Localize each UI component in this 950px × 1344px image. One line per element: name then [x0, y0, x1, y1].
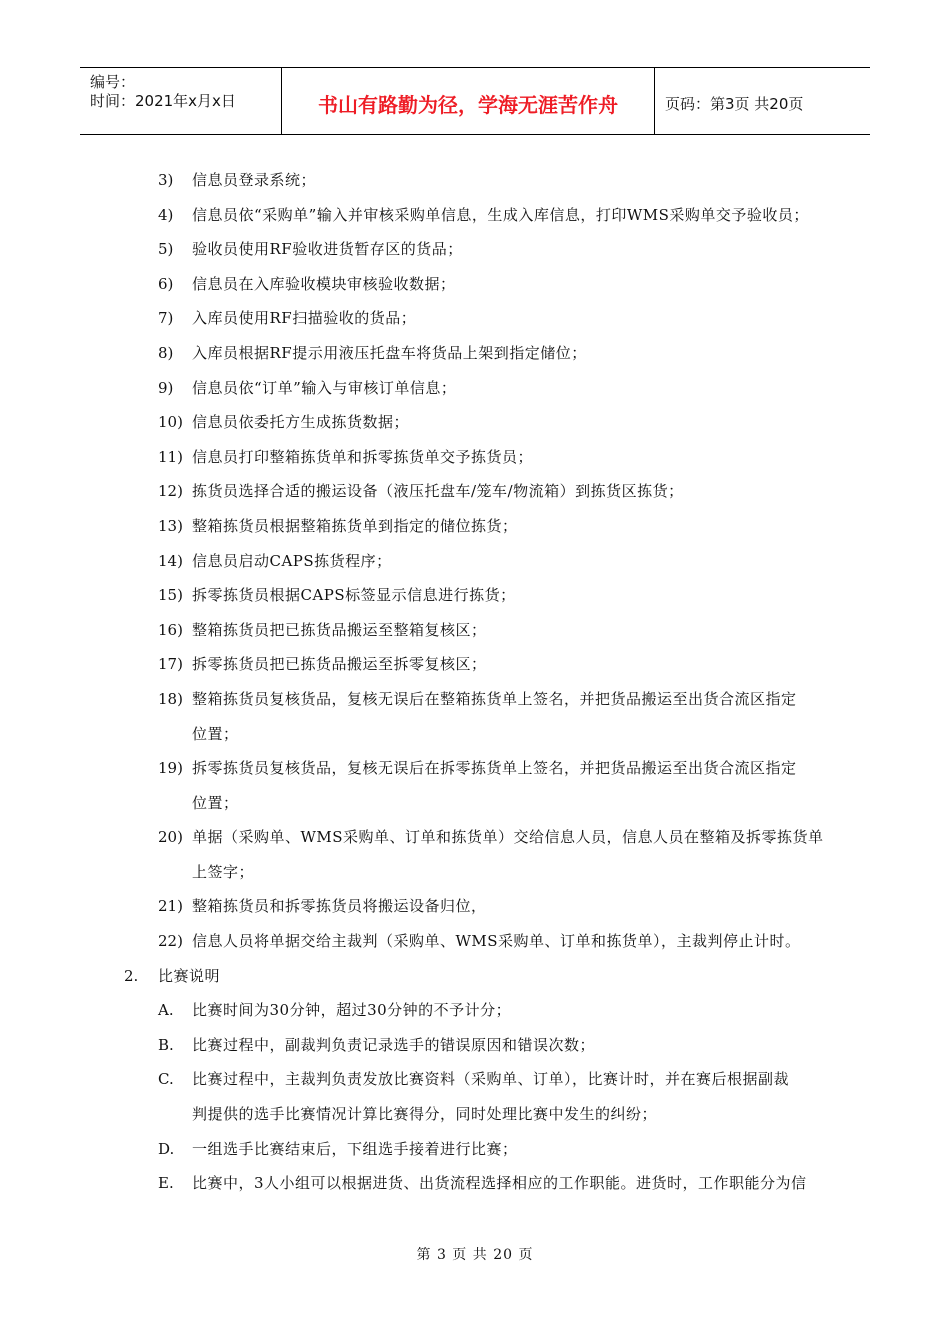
step-item	[0, 889, 950, 924]
step-item-number: 9)	[158, 378, 174, 397]
step-item-number: 8)	[158, 343, 174, 362]
step-item	[0, 544, 950, 579]
step-item	[0, 613, 950, 648]
step-item-text-continued: 位置；	[192, 793, 239, 812]
step-item-text: 拆零拣货员复核货品，复核无误后在拆零拣货单上签名，并把货品搬运至出货合流区指定	[192, 759, 797, 778]
step-item-number: 21)	[158, 897, 183, 916]
rule-item-text: 比赛过程中，主裁判负责发放比赛资料（采购单、订单），比赛计时，并在赛后根据副裁	[192, 1070, 790, 1089]
rule-item-text-continued: 判提供的选手比赛情况计算比赛得分，同时处理比赛中发生的纠纷；	[192, 1105, 658, 1124]
rule-item-text: 比赛中，3人小组可以根据进货、出货流程选择相应的工作职能。进货时，工作职能分为信	[192, 1174, 807, 1193]
step-item-number: 13)	[158, 516, 183, 535]
step-item-number: 7)	[158, 309, 174, 328]
step-item-number: 22)	[158, 932, 183, 951]
section-title: 比赛说明	[158, 966, 221, 985]
step-item-number: 17)	[158, 655, 183, 674]
step-item	[0, 820, 950, 855]
step-item	[0, 578, 950, 613]
step-item-number: 18)	[158, 689, 183, 708]
step-item-text: 拣货员选择合适的搬运设备（液压托盘车/笼车/物流箱）到拣货区拣货；	[192, 482, 684, 501]
header-slogan: 书山有路勤为径，学海无涯苦作舟	[282, 68, 655, 134]
step-item-text: 信息员登录系统；	[192, 171, 317, 189]
step-item-text: 整箱拣货员把已拣货品搬运至整箱复核区；	[192, 620, 487, 639]
rule-item-text: 比赛时间为30分钟，超过30分钟的不予计分；	[192, 1001, 512, 1020]
step-item	[0, 924, 950, 959]
step-item	[0, 405, 950, 440]
step-item-text-continued: 上签字；	[192, 862, 255, 881]
step-item-number: 5)	[158, 240, 174, 259]
number-label: 编号：	[90, 73, 136, 91]
rule-item-continuation	[0, 1097, 950, 1132]
step-item-text: 单据（采购单、WMS采购单、订单和拣货单）交给信息人员，信息人员在整箱及拆零拣货单	[192, 828, 824, 847]
step-item	[0, 682, 950, 717]
step-item	[0, 267, 950, 302]
section-heading	[0, 959, 950, 994]
step-item-text: 信息员打印整箱拣货单和拆零拣货单交予拣货员；	[192, 447, 534, 466]
step-item-text: 拆零拣货员把已拣货品搬运至拆零复核区；	[192, 655, 487, 674]
step-item-number: 20)	[158, 828, 183, 847]
step-item-text: 信息员在入库验收模块审核验收数据；	[192, 274, 456, 293]
step-item-text: 信息人员将单据交给主裁判（采购单、WMS采购单、订单和拣货单），主裁判停止计时。	[192, 932, 801, 951]
step-item-number: 3)	[158, 171, 174, 189]
header-page-number: 页码：第3页 共20页	[665, 94, 804, 113]
step-item-number: 15)	[158, 586, 183, 605]
step-item-number: 4)	[158, 205, 174, 224]
rule-item	[0, 993, 950, 1028]
step-item-text: 整箱拣货员和拆零拣货员将搬运设备归位，	[192, 897, 487, 916]
step-item-text: 入库员根据RF提示用液压托盘车将货品上架到指定储位；	[192, 343, 587, 362]
rule-item-number: B.	[158, 1035, 174, 1054]
step-item	[0, 163, 950, 198]
document-body	[0, 163, 950, 1201]
step-item-continuation	[0, 786, 950, 821]
step-item-number: 10)	[158, 413, 183, 432]
step-item-text: 信息员启动CAPS拣货程序；	[192, 551, 392, 570]
step-item-text: 入库员使用RF扫描验收的货品；	[192, 309, 417, 328]
step-item	[0, 440, 950, 475]
rule-item-text: 一组选手比赛结束后，下组选手接着进行比赛；	[192, 1139, 518, 1158]
rule-item-number: C.	[158, 1070, 174, 1089]
step-item-text-continued: 位置；	[192, 724, 239, 743]
step-item-text: 整箱拣货员复核货品，复核无误后在整箱拣货单上签名，并把货品搬运至出货合流区指定	[192, 689, 797, 708]
section-number: 2.	[124, 966, 139, 985]
step-item-number: 12)	[158, 482, 183, 501]
rule-item-number: A.	[158, 1001, 174, 1020]
step-item	[0, 232, 950, 267]
step-item-text: 验收员使用RF验收进货暂存区的货品；	[192, 240, 463, 259]
step-item	[0, 474, 950, 509]
step-item	[0, 301, 950, 336]
header-meta	[80, 68, 282, 134]
step-item	[0, 336, 950, 371]
step-item-number: 11)	[158, 447, 183, 466]
rule-item	[0, 1028, 950, 1063]
rule-item-number: D.	[158, 1139, 175, 1158]
step-item-text: 拆零拣货员根据CAPS标签显示信息进行拣货；	[192, 586, 516, 605]
step-item-number: 14)	[158, 551, 183, 570]
step-item	[0, 198, 950, 233]
rule-item	[0, 1132, 950, 1167]
rule-item-number: E.	[158, 1174, 174, 1193]
step-item-text: 整箱拣货员根据整箱拣货单到指定的储位拣货；	[192, 516, 518, 535]
step-item-number: 19)	[158, 759, 183, 778]
rule-item-text: 比赛过程中，副裁判负责记录选手的错误原因和错误次数；	[192, 1035, 596, 1054]
page-header	[80, 67, 870, 135]
step-item-number: 6)	[158, 274, 174, 293]
step-item	[0, 647, 950, 682]
step-item-text: 信息员依委托方生成拣货数据；	[192, 413, 410, 432]
rule-item	[0, 1062, 950, 1097]
rule-item	[0, 1166, 950, 1201]
time-label: 时间：2021年x月x日	[90, 92, 236, 110]
step-item-text: 信息员依“订单”输入与审核订单信息；	[192, 378, 457, 397]
step-item-number: 16)	[158, 620, 183, 639]
step-item	[0, 751, 950, 786]
step-item-text: 信息员依“采购单”输入并审核采购单信息，生成入库信息，打印WMS采购单交予验收员；	[192, 205, 809, 224]
step-item	[0, 509, 950, 544]
step-item-continuation	[0, 717, 950, 752]
page-footer: 第 3 页 共 20 页	[416, 1247, 534, 1263]
step-item	[0, 371, 950, 406]
step-item-continuation	[0, 855, 950, 890]
